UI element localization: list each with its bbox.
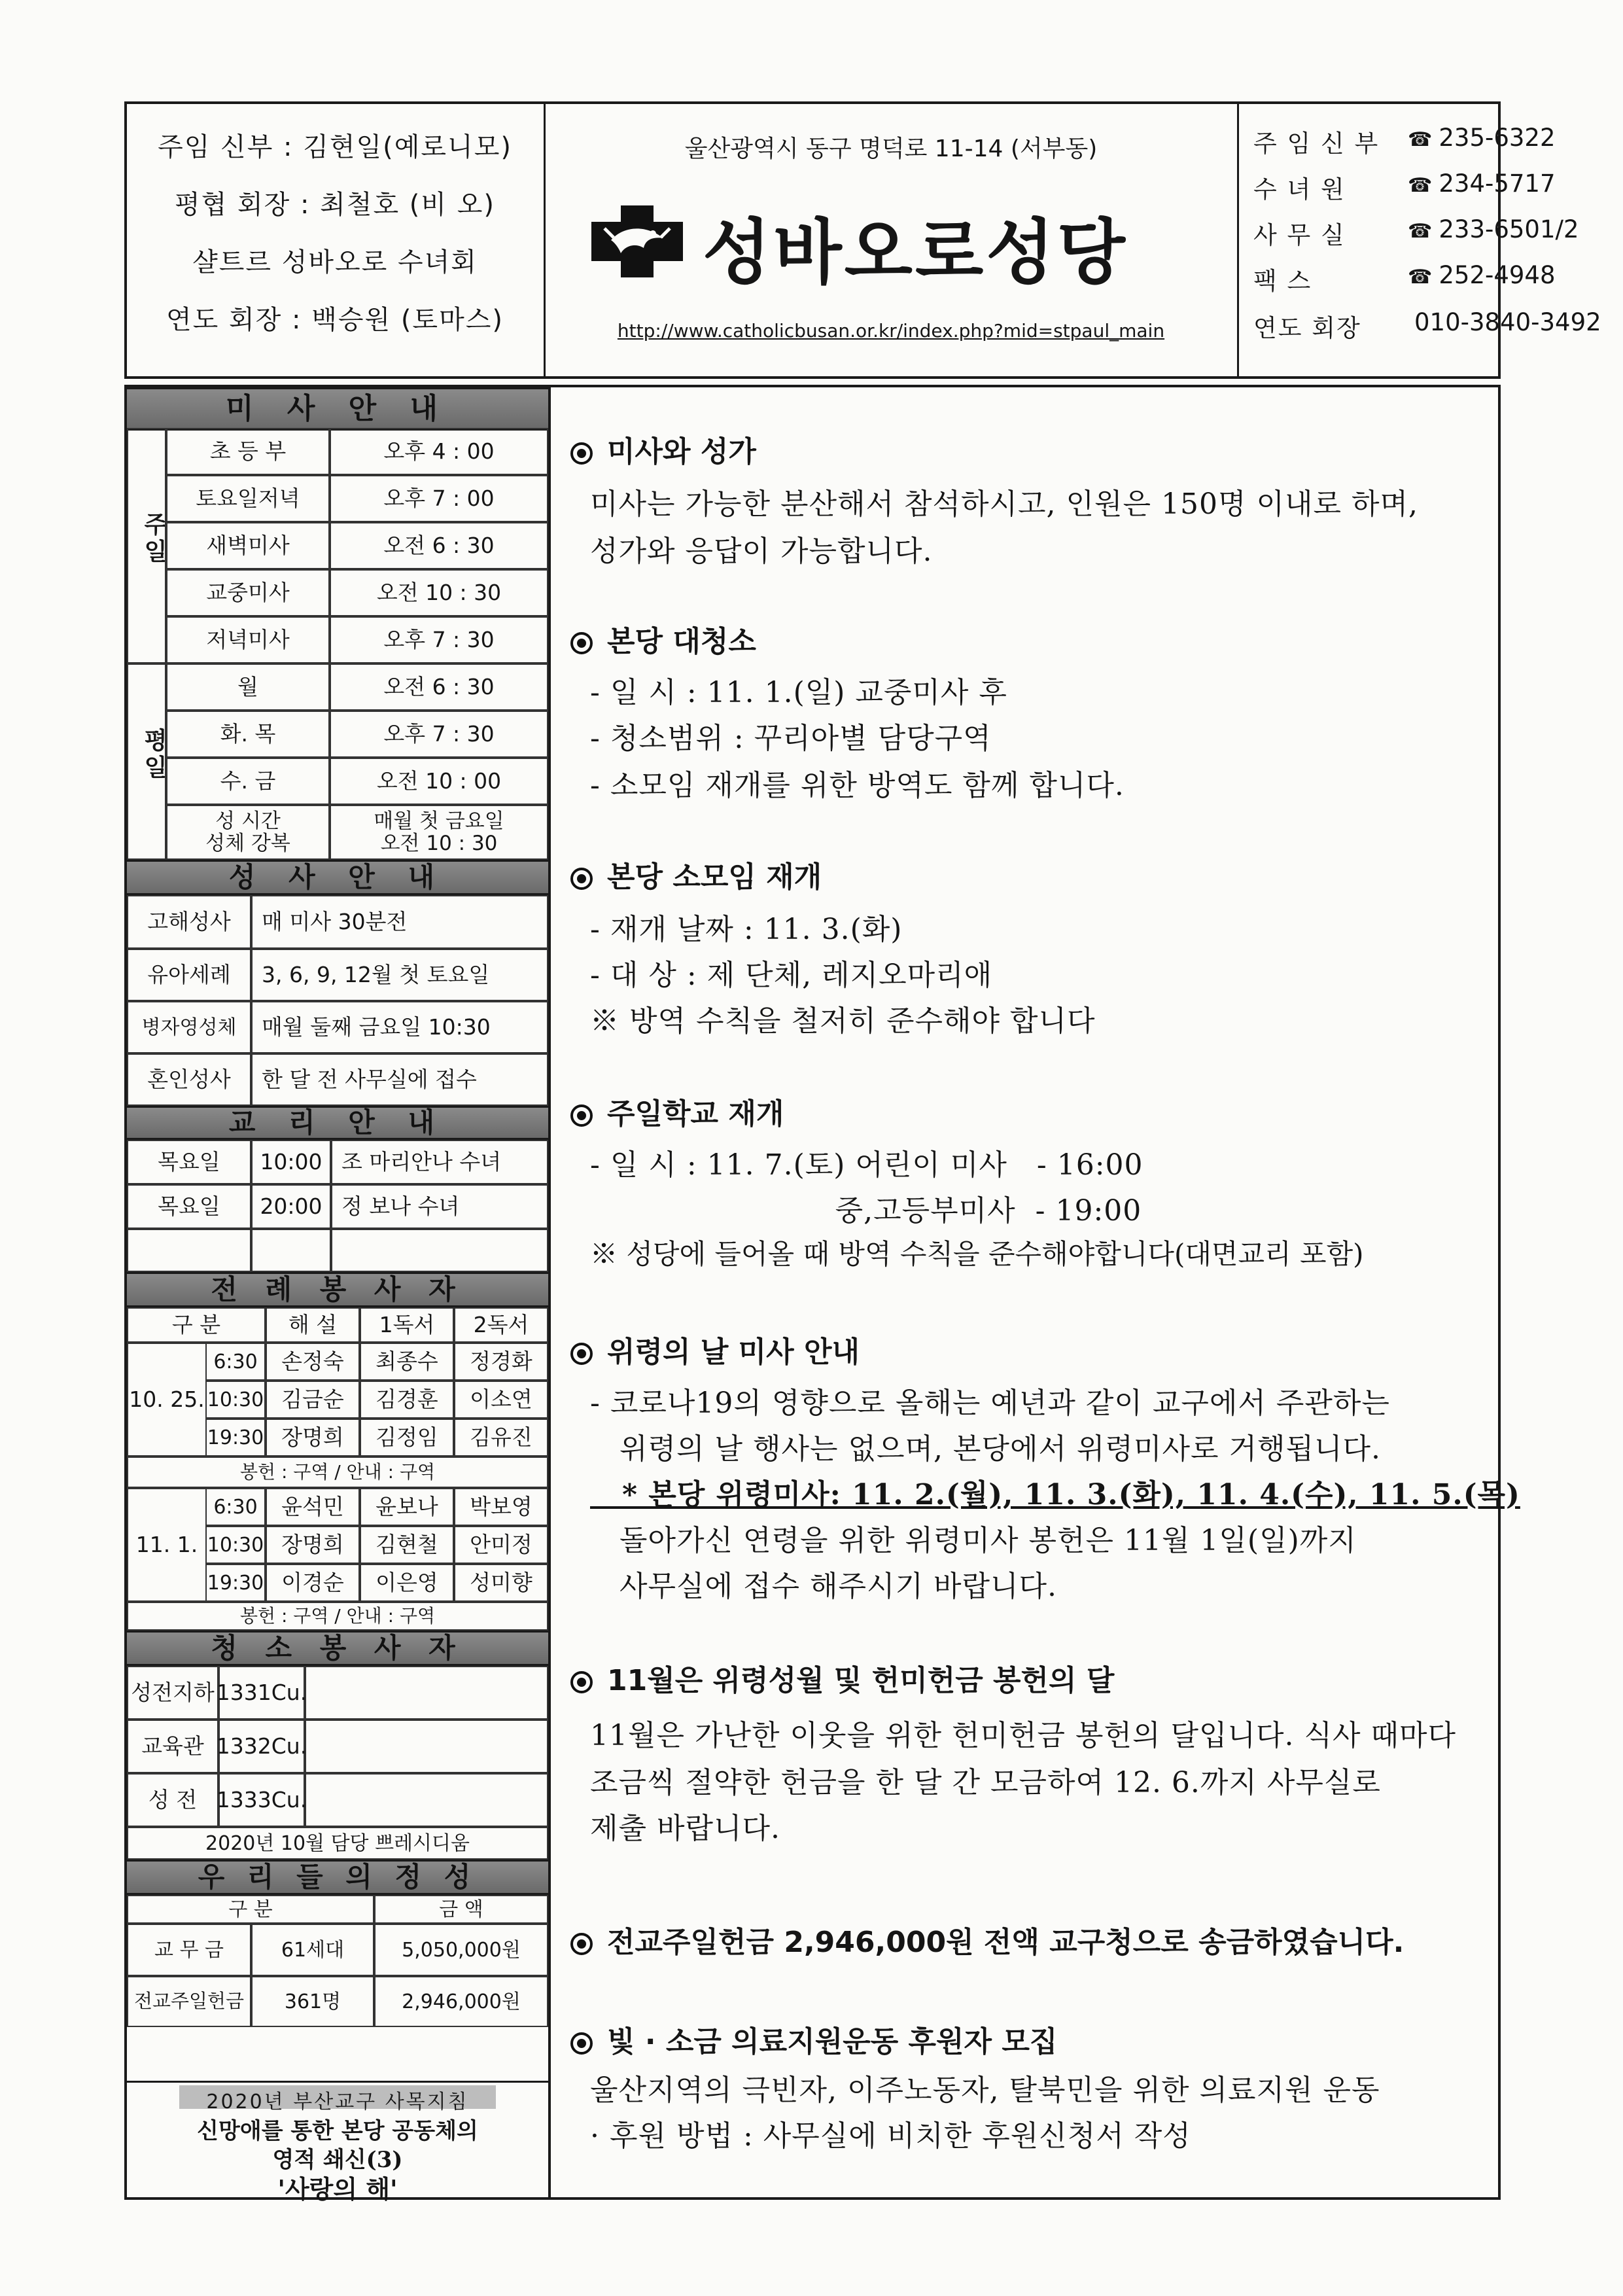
sacrament-value: 한 달 전 사무실에 접수 <box>251 1053 548 1106</box>
liturgy-header: 구 분 <box>127 1307 266 1343</box>
liturgy-reader2: 이소연 <box>454 1381 548 1419</box>
mass-name: 화. 목 <box>166 711 330 758</box>
bullet-icon <box>570 632 593 654</box>
header-center <box>546 104 1239 376</box>
church-address: 울산광역시 동구 명덕로 11-14 (서부동) <box>684 135 1098 162</box>
notice-line: 돌아가신 연령을 위한 위령미사 봉헌은 11월 1일(일)까지 <box>590 1524 1357 1557</box>
cleaning-team: 1332Cu. <box>218 1720 305 1773</box>
sisters-line: 샬트르 성바오로 수녀회 <box>192 247 478 277</box>
sacrament-value: 3, 6, 9, 12월 첫 토요일 <box>251 949 548 1001</box>
liturgy-reader2: 안미정 <box>454 1526 548 1564</box>
church-name: 성바오로성당 <box>703 212 1128 294</box>
notice-title: 본당 대청소 <box>570 618 756 660</box>
phone-icon: ☎ <box>1408 128 1433 151</box>
liturgy-header: 1독서 <box>360 1307 454 1343</box>
notice-title: 11월은 위령성월 및 헌미헌금 봉헌의 달 <box>570 1657 1114 1699</box>
liturgy-header: 해 설 <box>266 1307 360 1343</box>
cleaning-place: 성 전 <box>127 1773 218 1827</box>
liturgy-reader2: 정경화 <box>454 1343 548 1381</box>
liturgy-reader2: 박보영 <box>454 1488 548 1526</box>
phone-icon: ☎ <box>1408 174 1433 197</box>
liturgy-section-title: 전 례 봉 사 자 <box>127 1272 548 1307</box>
notice-title: 전교주일헌금 2,946,000원 전액 교구청으로 송금하였습니다. <box>570 1918 1404 1960</box>
liturgy-reader2: 성미향 <box>454 1564 548 1602</box>
liturgy-reader2: 김유진 <box>454 1419 548 1457</box>
motto-line: 2020년 부산교구 사목지침 <box>206 2091 469 2113</box>
mass-section-title: 미 사 안 내 <box>127 387 548 431</box>
phone-icon: ☎ <box>1408 266 1433 289</box>
notice-line: - 일 시 : 11. 7.(토) 어린이 미사 - 16:00 <box>590 1148 1143 1182</box>
catechism-teacher: 조 마리안나 수녀 <box>331 1140 548 1184</box>
cleaning-team: 1331Cu. <box>218 1666 305 1720</box>
notice-line: 11월은 가난한 이웃을 위한 헌미헌금 봉헌의 달입니다. 식사 때마다 <box>590 1719 1456 1752</box>
notice-line: 성가와 응답이 가능합니다. <box>590 535 933 568</box>
mass-time: 오후 4 : 00 <box>330 428 548 475</box>
liturgy-commentator: 장명희 <box>266 1526 360 1564</box>
sacrament-name: 혼인성사 <box>127 1053 251 1106</box>
catechism-section-title: 교 리 안 내 <box>127 1106 548 1140</box>
catechism-time <box>251 1229 331 1272</box>
cleaning-note: 2020년 10월 담당 쁘레시디움 <box>127 1827 548 1860</box>
liturgy-header: 2독서 <box>454 1307 548 1343</box>
liturgy-time: 19:30 <box>205 1419 266 1457</box>
header-contacts: 주 임 신 부 ☎ 235-6322 수 녀 원 ☎ 234-5717 사 무 실 ☎ 233-6501/2 팩 스 ☎ 252-4948 연도 회장 010-3840-3492 <box>1253 124 1601 342</box>
notice-line: 조금씩 절약한 헌금을 한 달 간 모금하여 12. 6.까지 사무실로 <box>590 1766 1381 1799</box>
mass-name: 교중미사 <box>166 569 330 616</box>
sacrament-name: 병자영성체 <box>127 1001 251 1053</box>
mass-time: 매월 첫 금요일 오전 10 : 30 <box>330 805 548 860</box>
notice-title: 주일학교 재개 <box>570 1090 784 1132</box>
mass-name: 초 등 부 <box>166 428 330 475</box>
liturgy-time: 10:30 <box>205 1526 266 1564</box>
liturgy-reader1: 최종수 <box>360 1343 454 1381</box>
cleaning-extra <box>305 1720 548 1773</box>
offering-amount: 5,050,000원 <box>374 1924 548 1976</box>
pastor-line: 주임 신부 : 김현일(예로니모) <box>158 132 512 162</box>
motto-line: 신망애를 통한 본당 공동체의 <box>197 2118 478 2144</box>
liturgy-time: 10:30 <box>205 1381 266 1419</box>
liturgy-note: 봉헌 : 구역 / 안내 : 구역 <box>127 1457 548 1488</box>
sacrament-name: 유아세례 <box>127 949 251 1001</box>
mass-name: 토요일저녁 <box>166 475 330 522</box>
bullet-icon <box>570 1104 593 1127</box>
weekday-label-cell <box>127 663 166 860</box>
mass-name: 수. 금 <box>166 758 330 805</box>
motto-line: 영적 쇄신(3) <box>272 2147 403 2173</box>
catechism-time: 20:00 <box>251 1184 331 1229</box>
liturgy-reader1: 김경훈 <box>360 1381 454 1419</box>
catechism-teacher: 정 보나 수녀 <box>331 1184 548 1229</box>
notice-line: 제출 바랍니다. <box>590 1812 780 1845</box>
weekday-label: 평일 <box>144 728 167 782</box>
offering-count: 361명 <box>251 1976 374 2027</box>
notice-line: - 재개 날짜 : 11. 3.(화) <box>590 913 903 946</box>
catechism-day: 목요일 <box>127 1140 251 1184</box>
offering-name: 전교주일헌금 <box>127 1976 251 2027</box>
mass-name: 성 시간 성체 강복 <box>166 805 330 860</box>
notices-panel <box>551 385 1520 2200</box>
bullet-icon <box>570 1933 593 1955</box>
cleaning-place: 교육관 <box>127 1720 218 1773</box>
sidebar-info <box>124 385 551 2204</box>
bullet-icon <box>570 2032 593 2055</box>
liturgy-reader1: 김정임 <box>360 1419 454 1457</box>
notice-title: 위령의 날 미사 안내 <box>570 1328 860 1370</box>
catechism-day <box>127 1229 251 1272</box>
liturgy-time: 19:30 <box>205 1564 266 1602</box>
catechism-teacher <box>331 1229 548 1272</box>
liturgy-reader1: 윤보나 <box>360 1488 454 1526</box>
notice-line: 위령의 날 행사는 없으며, 본당에서 위령미사로 거행됩니다. <box>590 1432 1381 1466</box>
notice-line: · 후원 방법 : 사무실에 비치한 후원신청서 작성 <box>590 2119 1191 2153</box>
motto-line: '사랑의 해' <box>277 2174 398 2204</box>
bullet-icon <box>570 868 593 890</box>
church-website-link[interactable]: http://www.catholicbusan.or.kr/index.php?mid=stpaul_main <box>617 320 1165 342</box>
liturgy-time: 6:30 <box>205 1488 266 1526</box>
notice-line: - 소모임 재개를 위한 방역도 함께 합니다. <box>590 769 1125 802</box>
church-logo-icon <box>585 202 689 281</box>
bullet-icon <box>570 442 593 465</box>
cleaning-extra <box>305 1773 548 1827</box>
mass-time: 오후 7 : 30 <box>330 616 548 663</box>
mass-time: 오후 7 : 00 <box>330 475 548 522</box>
mass-time: 오전 6 : 30 <box>330 663 548 711</box>
liturgy-commentator: 윤석민 <box>266 1488 360 1526</box>
liturgy-commentator: 손정숙 <box>266 1343 360 1381</box>
notice-title: 본당 소모임 재개 <box>570 853 822 895</box>
cleaning-extra <box>305 1666 548 1720</box>
sacrament-value: 매월 둘째 금요일 10:30 <box>251 1001 548 1053</box>
sacrament-name: 고해성사 <box>127 895 251 949</box>
notice-line: ※ 방역 수칙을 철저히 준수해야 합니다 <box>590 1004 1096 1038</box>
liturgy-note: 봉헌 : 구역 / 안내 : 구역 <box>127 1602 548 1631</box>
offering-count: 61세대 <box>251 1924 374 1976</box>
catechism-day: 목요일 <box>127 1184 251 1229</box>
offering-header: 금 액 <box>374 1895 548 1924</box>
notice-line: - 대 상 : 제 단체, 레지오마리애 <box>590 959 993 992</box>
bullet-icon <box>570 1671 593 1693</box>
bullet-icon <box>570 1343 593 1365</box>
liturgy-commentator: 장명희 <box>266 1419 360 1457</box>
notice-line: ※ 성당에 들어올 때 방역 수칙을 준수해야합니다(대면교리 포함) <box>590 1238 1364 1270</box>
liturgy-reader1: 김현철 <box>360 1526 454 1564</box>
notice-line: - 청소범위 : 꾸리아별 담당구역 <box>590 722 992 755</box>
mass-time: 오후 7 : 30 <box>330 711 548 758</box>
offering-header: 구 분 <box>127 1895 374 1924</box>
notice-line-highlight: * 본당 위령미사: 11. 2.(월), 11. 3.(화), 11. 4.(수), 11. 5.(목) <box>590 1478 1520 1511</box>
notice-line: 미사는 가능한 분산해서 참석하시고, 인원은 150명 이내로 하며, <box>590 487 1418 521</box>
mass-time: 오전 10 : 00 <box>330 758 548 805</box>
notice-line: 사무실에 접수 해주시기 바랍니다. <box>590 1570 1057 1603</box>
phone-icon: ☎ <box>1408 220 1433 243</box>
sacrament-section-title: 성 사 안 내 <box>127 860 548 895</box>
mass-name: 월 <box>166 663 330 711</box>
liturgy-reader1: 이은영 <box>360 1564 454 1602</box>
liturgy-date: 11. 1. <box>127 1488 205 1602</box>
notice-line: 울산지역의 극빈자, 이주노동자, 탈북민을 위한 의료지원 운동 <box>590 2074 1380 2107</box>
bulletin-header <box>124 101 1601 379</box>
mass-time: 오전 6 : 30 <box>330 522 548 569</box>
cleaning-section-title: 청 소 봉 사 자 <box>127 1631 548 1666</box>
cleaning-place: 성전지하 <box>127 1666 218 1720</box>
sunday-label: 주일 <box>144 512 167 566</box>
council-line: 평협 회장 : 최철호 (비 오) <box>174 190 496 220</box>
offering-section-title: 우 리 들 의 정 성 <box>127 1860 548 1895</box>
sacrament-value: 매 미사 30분전 <box>251 895 548 949</box>
legion-line: 연도 회장 : 백승원 (토마스) <box>166 305 504 335</box>
liturgy-date: 10. 25. <box>127 1343 205 1457</box>
notice-title: 미사와 성가 <box>570 428 756 470</box>
mass-name: 저녁미사 <box>166 616 330 663</box>
notice-line: - 일 시 : 11. 1.(일) 교중미사 후 <box>590 676 1007 709</box>
header-officers <box>127 104 546 376</box>
offering-name: 교 무 금 <box>127 1924 251 1976</box>
notice-line: 중,고등부미사 - 19:00 <box>590 1194 1142 1227</box>
catechism-time: 10:00 <box>251 1140 331 1184</box>
mass-name: 새벽미사 <box>166 522 330 569</box>
liturgy-commentator: 김금순 <box>266 1381 360 1419</box>
liturgy-time: 6:30 <box>205 1343 266 1381</box>
cleaning-team: 1333Cu. <box>218 1773 305 1827</box>
notice-title: 빛 · 소금 의료지원운동 후원자 모집 <box>570 2018 1057 2060</box>
mass-time: 오전 10 : 30 <box>330 569 548 616</box>
liturgy-commentator: 이경순 <box>266 1564 360 1602</box>
offering-amount: 2,946,000원 <box>374 1976 548 2027</box>
notice-line: - 코로나19의 영향으로 올해는 예년과 같이 교구에서 주관하는 <box>590 1386 1390 1420</box>
sunday-label-cell <box>127 428 166 663</box>
pastoral-motto <box>127 2081 548 2204</box>
